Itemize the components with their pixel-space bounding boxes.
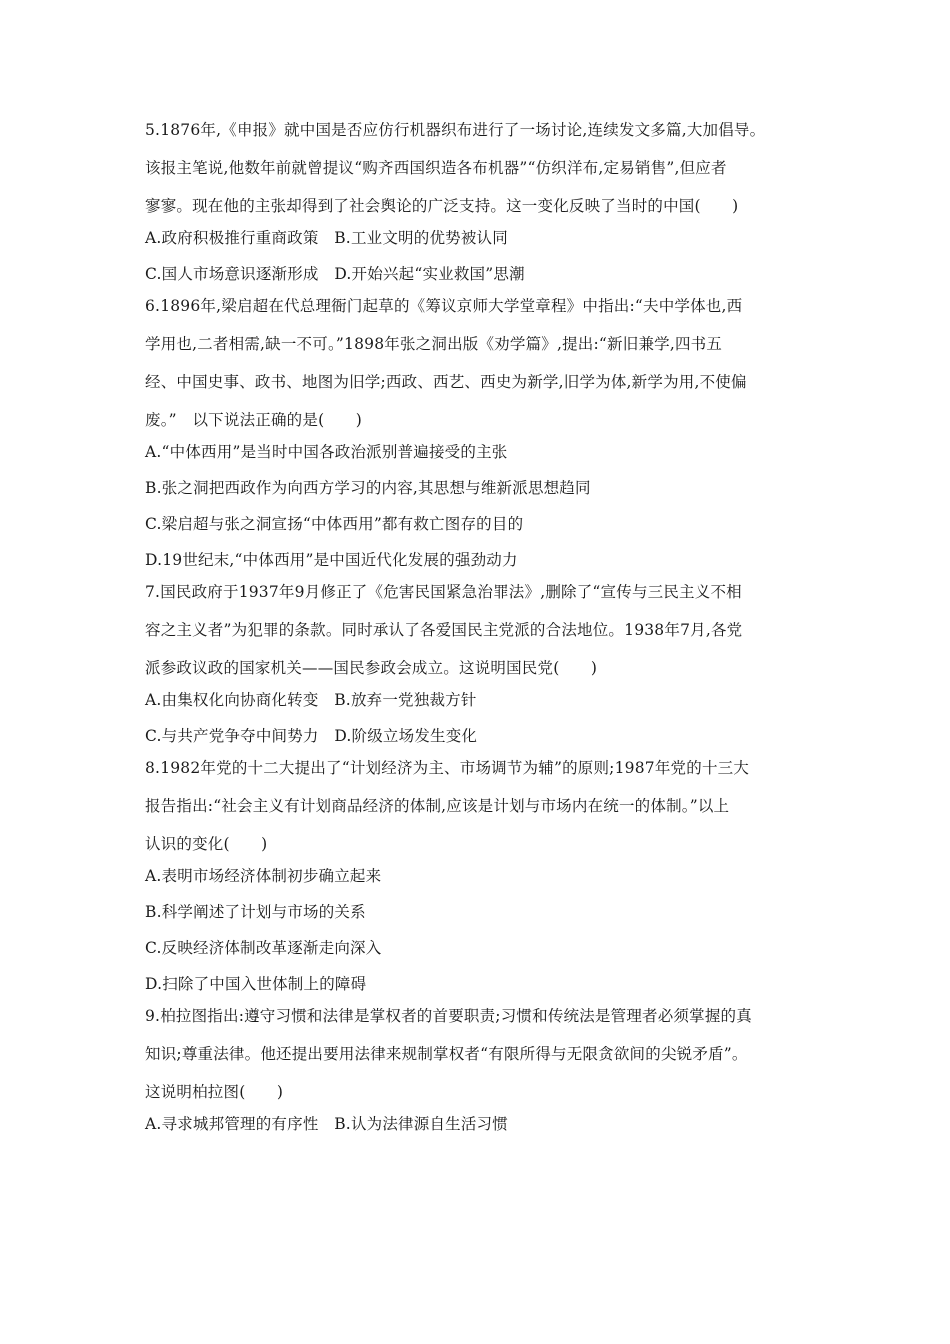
- question-options-line: A.由集权化向协商化转变 B.放弃一党独裁方针: [145, 691, 477, 709]
- question-stem-line: 9.柏拉图指出:遵守习惯和法律是掌权者的首要职责;习惯和传统法是管理者必须掌握的真: [145, 1007, 752, 1025]
- question-stem-line: 报告指出:“社会主义有计划商品经济的体制,应该是计划与市场内在统一的体制。”以上: [145, 797, 730, 815]
- question-options-line: C.国人市场意识逐渐形成 D.开始兴起“实业救国”思潮: [145, 265, 525, 283]
- question-stem-line: 7.国民政府于1937年9月修正了《危害民国紧急治罪法》,删除了“宣传与三民主义不相: [145, 583, 742, 601]
- question-8: [145, 756, 810, 996]
- question-stem-line: 废。” 以下说法正确的是( ): [145, 411, 362, 429]
- question-stem-line: 8.1982年党的十二大提出了“计划经济为主、市场调节为辅”的原则;1987年党的十三大: [145, 759, 750, 777]
- exam-page: [145, 118, 810, 1144]
- question-stem-line: 经、中国史事、政书、地图为旧学;西政、西艺、西史为新学,旧学为体,新学为用,不使偏: [145, 373, 747, 391]
- question-9: [145, 1004, 810, 1136]
- question-option-a: A.表明市场经济体制初步确立起来: [145, 867, 382, 885]
- question-options-line: A.政府积极推行重商政策 B.工业文明的优势被认同: [145, 229, 508, 247]
- question-stem-line: 寥寥。现在他的主张却得到了社会舆论的广泛支持。这一变化反映了当时的中国( ): [145, 197, 739, 215]
- question-stem-line: 认识的变化( ): [145, 835, 268, 853]
- question-5: [145, 118, 810, 286]
- question-stem-line: 5.1876年,《申报》就中国是否应仿行机器织布进行了一场讨论,连续发文多篇,大加倡导。: [145, 121, 766, 139]
- question-stem-line: 该报主笔说,他数年前就曾提议“购齐西国织造各布机器”“仿织洋布,定易销售”,但应者: [145, 159, 727, 177]
- question-stem-line: 容之主义者”为犯罪的条款。同时承认了各爱国民主党派的合法地位。1938年7月,各党: [145, 621, 743, 639]
- question-stem-line: 6.1896年,梁启超在代总理衙门起草的《筹议京师大学堂章程》中指出:“夫中学体也,西: [145, 297, 743, 315]
- question-option-c: C.反映经济体制改革逐渐走向深入: [145, 939, 382, 957]
- question-options-line: C.与共产党争夺中间势力 D.阶级立场发生变化: [145, 727, 478, 745]
- question-stem-line: 派参政议政的国家机关——国民参政会成立。这说明国民党( ): [145, 659, 598, 677]
- question-option-c: C.梁启超与张之洞宣扬“中体西用”都有救亡图存的目的: [145, 515, 524, 533]
- question-6: [145, 294, 810, 572]
- question-stem-line: 知识;尊重法律。他还提出要用法律来规制掌权者“有限所得与无限贪欲间的尖锐矛盾”。: [145, 1045, 748, 1063]
- question-option-b: B.科学阐述了计划与市场的关系: [145, 903, 366, 921]
- question-stem-line: 这说明柏拉图( ): [145, 1083, 284, 1101]
- question-option-d: D.扫除了中国入世体制上的障碍: [145, 975, 367, 993]
- question-options-line: A.寻求城邦管理的有序性 B.认为法律源自生活习惯: [145, 1115, 508, 1133]
- question-option-b: B.张之洞把西政作为向西方学习的内容,其思想与维新派思想趋同: [145, 479, 591, 497]
- question-7: [145, 580, 810, 748]
- question-stem-line: 学用也,二者相需,缺一不可。”1898年张之洞出版《劝学篇》,提出:“新旧兼学,四书五: [145, 335, 723, 353]
- question-option-a: A.“中体西用”是当时中国各政治派别普遍接受的主张: [145, 443, 508, 461]
- question-option-d: D.19世纪末,“中体西用”是中国近代化发展的强劲动力: [145, 551, 518, 569]
